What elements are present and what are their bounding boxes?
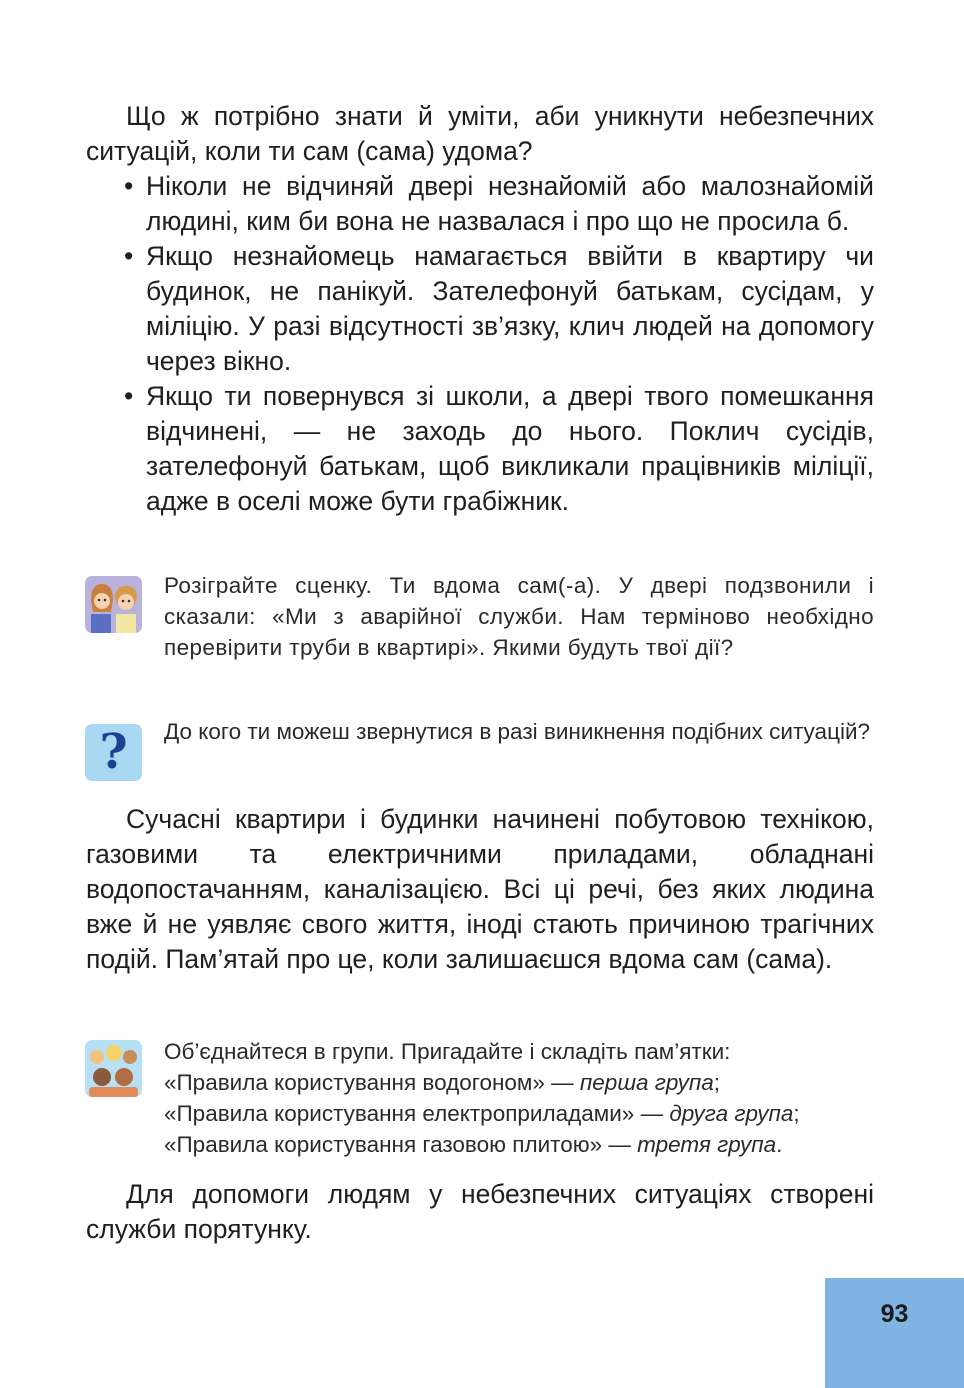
children-pair-icon-graphic	[85, 576, 142, 633]
rule-title: «Правила користування водогоном» —	[164, 1070, 574, 1095]
roleplay-text: Розіграйте сценку. Ти вдома сам(-а). У двері подзвонили і сказали: «Ми з аварійної служби. Нам терміново необхідно перевірити труби в квартирі». Якими будуть твої дії?	[164, 573, 874, 660]
list-item	[124, 169, 874, 239]
list-item	[124, 379, 874, 519]
group-task-intro: Об’єднайтеся в групи. Пригадайте і складіть пам’ятки:	[164, 1039, 731, 1064]
question-icon	[85, 724, 142, 781]
children-pair-icon	[85, 576, 142, 633]
question-mark: ?	[99, 724, 128, 780]
group-icon	[85, 1040, 142, 1097]
group-task	[164, 1036, 889, 1160]
bullet-text: Якщо незнайомець намагається ввійти в квартиру чи будинок, не панікуй. Зателефонуй батькам, сусідам, у міліцію. У разі відсутності зв’язку, клич людей на допомогу через вікно.	[146, 241, 874, 376]
group-task-item	[164, 1129, 889, 1160]
bullet-text: Ніколи не відчиняй двері незнайомій або малознайомій людині, ким би вона не назвалася і про що не просила б.	[146, 171, 874, 236]
group-label: третя група	[637, 1132, 777, 1157]
question-text: До кого ти можеш звернутися в разі виникнення подібних ситуацій?	[164, 719, 871, 744]
roleplay-task	[164, 570, 874, 663]
household-paragraph	[86, 802, 874, 977]
group-task-item	[164, 1098, 889, 1129]
intro-text: Що ж потрібно знати й уміти, аби уникнути небезпечних ситуацій, коли ти сам (сама) удома?	[86, 101, 874, 166]
bullet-marker: •	[124, 241, 134, 271]
group-label: друга група	[669, 1101, 794, 1126]
page-number: 93	[880, 1300, 909, 1328]
list-item	[124, 239, 874, 379]
services-text: Для допомоги людям у небезпечних ситуаціях створені служби порятунку.	[86, 1179, 874, 1244]
group-label: перша група	[579, 1070, 714, 1095]
bullet-marker: •	[124, 171, 134, 201]
rule-title: «Правила користування газовою плитою» —	[164, 1132, 631, 1157]
services-paragraph	[86, 1177, 874, 1247]
page-number-tab	[825, 1278, 964, 1388]
group-task-item	[164, 1067, 889, 1098]
rule-title: «Правила користування електроприладами» —	[164, 1101, 664, 1126]
household-text: Сучасні квартири і будинки начинені побутовою технікою, газовими та електричними приладами, обладнані водопостачанням, каналізацією. Всі ці речі, без яких людина вже й не уявляє свого життя, іноді стають причиною трагічних подій. Пам’ятай про це, коли залишаєшся вдома сам (сама).	[86, 804, 874, 974]
item-end: .	[776, 1132, 783, 1157]
item-end: ;	[793, 1101, 800, 1126]
item-end: ;	[713, 1070, 721, 1095]
bullet-text: Якщо ти повернувся зі школи, а двері твого помешкання відчинені, — не заходь до нього. Поклич сусідів, зателефонуй батькам, щоб викликали працівників міліції, адже в оселі може бути грабіжник.	[146, 381, 874, 516]
intro-paragraph	[86, 99, 874, 169]
group-icon-graphic	[85, 1040, 142, 1097]
bullet-marker: •	[124, 381, 134, 411]
safety-rules-list	[124, 169, 874, 519]
question-task	[164, 716, 874, 747]
